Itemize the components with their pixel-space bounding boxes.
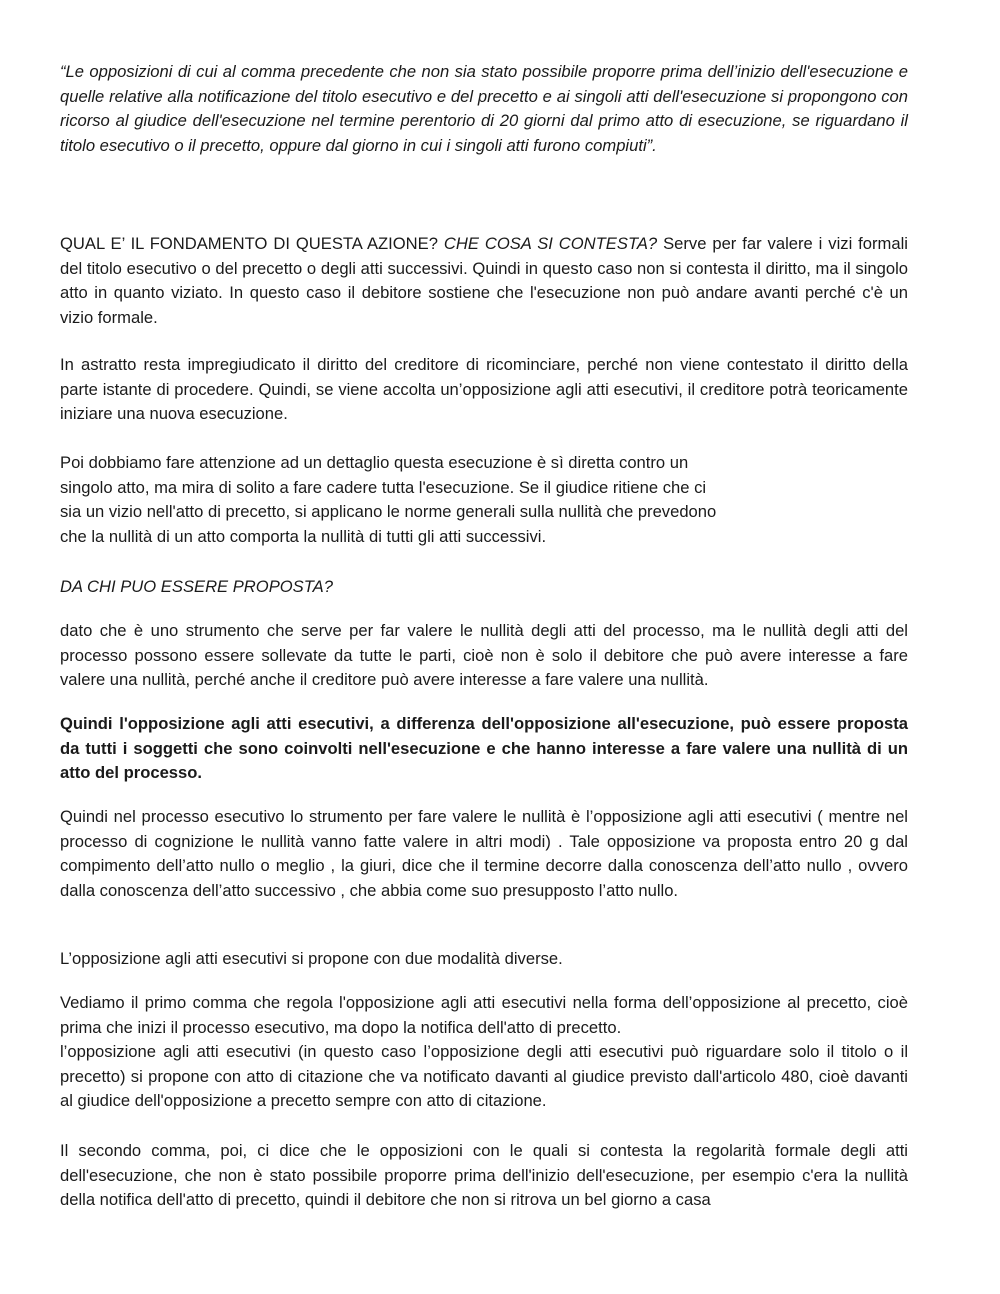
dettaglio-line: singolo atto, ma mira di solito a fare cadere tutta l'esecuzione. Se il giudice ritiene che ci — [60, 477, 707, 497]
modalita-paragraph: L’opposizione agli atti esecutivi si propone con due modalità diverse. — [60, 949, 563, 968]
fondamento-question-italic: CHE COSA SI CONTESTA? — [443, 234, 658, 253]
dettaglio-line: che la nullità di un atto comporta la nullità di tutti gli atti successivi. — [60, 526, 547, 546]
dettaglio-line: sia un vizio nell'atto di precetto, si applicano le norme generali sulla nullità che prevedono — [60, 502, 717, 522]
dettaglio-paragraph — [60, 451, 908, 549]
fondamento-paragraph — [60, 232, 908, 330]
dato-paragraph: dato che è uno strumento che serve per far valere le nullità degli atti del processo, ma le nullità degli atti del processo possono essere sollevate da tutte le parti, cioè non è solo il debitore che può avere interesse a fare valere una nullità, perché anche il creditore può avere interesse a fare valere una nullità. — [60, 621, 908, 690]
quoted-article-text: “Le opposizioni di cui al comma precedente che non sia stato possibile proporre prima dell’inizio dell'esecuzione e quelle relative alla notificazione del titolo esecutivo e del precetto e ai singoli atti dell'esecuzione si propongono con ricorso al giudice dell'esecuzione nel termine perentorio di 20 giorni dal primo atto di esecuzione, se riguardano il titolo esecutivo o il precetto, oppure dal giorno in cui i singoli atti furono compiuti”. — [60, 62, 908, 155]
processo-paragraph: Quindi nel processo esecutivo lo strumento per fare valere le nullità è l’opposizione agli atti esecutivi ( mentre nel processo di cognizione le nullità vanno fatte valere in altri modi) . Tale opposizione va proposta entro 20 g dal compimento dell’atto nullo o meglio , la giuri, dice che il termine decorre dalla conoscenza dell’atto nullo , ovvero dalla conoscenza dell’atto successivo , che abbia come suo presupposto l’atto nullo. — [60, 807, 908, 900]
astratto-paragraph: In astratto resta impregiudicato il diritto del creditore di ricominciare, perché non viene contestato il diritto della parte istante di procedere. Quindi, se viene accolta un’opposizione agli atti esecutivi, il creditore potrà teoricamente iniziare una nuova esecuzione. — [60, 355, 908, 424]
bold-summary-paragraph: Quindi l'opposizione agli atti esecutivi, a differenza dell'opposizione all'esecuzione, può essere proposta da tutti i soggetti che sono coinvolti nell'esecuzione e che hanno interesse a fare valere una nullità di un atto del processo. — [60, 714, 908, 783]
fondamento-text: Serve per far valere i vizi formali del titolo esecutivo o del precetto o degli atti successivi. Quindi in questo caso non si contesta il diritto, ma il singolo atto in quanto viziato. In questo caso il debitore sostiene che l'esecuzione non può andare avanti perché c'è un vizio formale. — [60, 234, 908, 327]
secondo-comma-paragraph: Il secondo comma, poi, ci dice che le opposizioni con le quali si contesta la regolarità formale degli atti dell'esecuzione, che non è stato possibile proporre prima dell'inizio dell'esecuzione, per esempio c'era la nullità della notifica dell'atto di precetto, quindi il debitore che non si ritrova un bel giorno a casa — [60, 1141, 908, 1210]
proposta-heading: DA CHI PUO ESSERE PROPOSTA? — [60, 577, 333, 596]
fondamento-question: QUAL E’ IL FONDAMENTO DI QUESTA AZIONE? — [60, 234, 438, 253]
citazione-paragraph: l’opposizione agli atti esecutivi (in questo caso l’opposizione degli atti esecutivi può riguardare solo il titolo o il precetto) si propone con atto di citazione che va notificato davanti al giudice previsto dall'articolo 480, cioè davanti al giudice dell'opposizione a precetto sempre con atto di citazione. — [60, 1042, 908, 1111]
dettaglio-line: Poi dobbiamo fare attenzione ad un dettaglio questa esecuzione è sì diretta contro un — [60, 453, 689, 472]
primo-comma-paragraph: Vediamo il primo comma che regola l'opposizione agli atti esecutivi nella forma dell’opposizione al precetto, cioè prima che inizi il processo esecutivo, ma dopo la notifica dell'atto di precetto. — [60, 993, 908, 1037]
